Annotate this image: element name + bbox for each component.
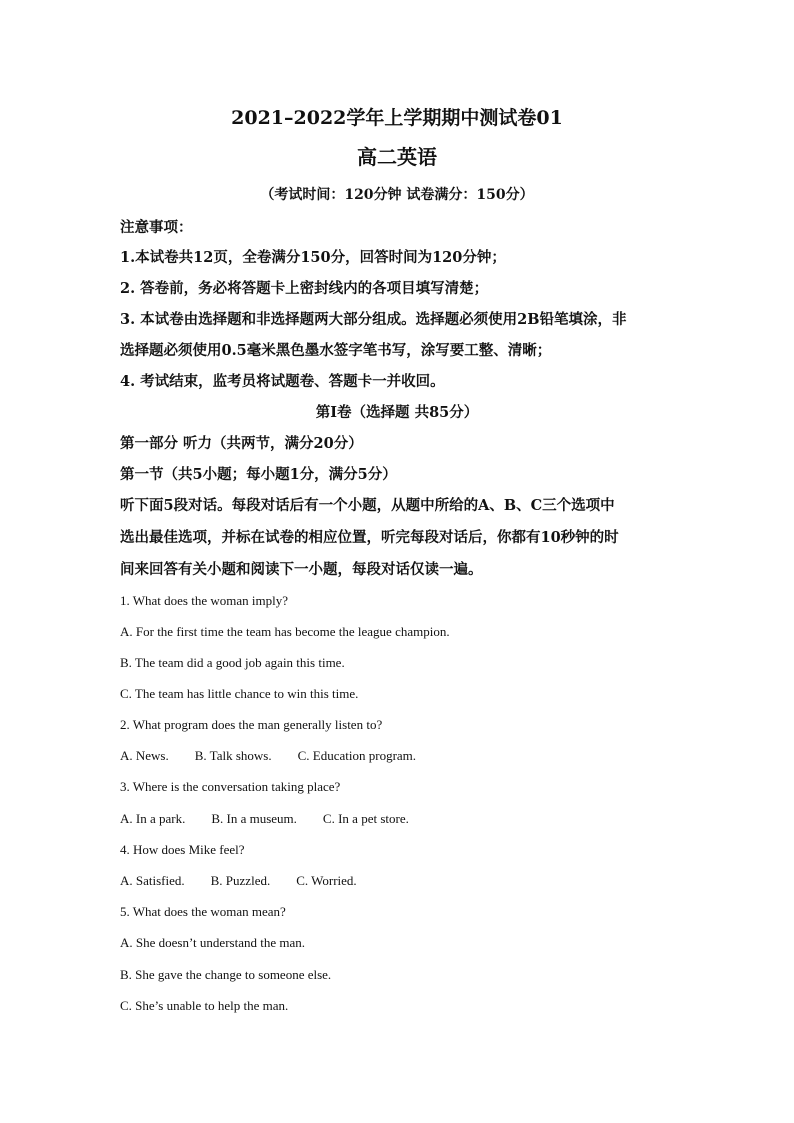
- notice-heading: 注意事项：: [120, 219, 193, 236]
- notice-item-3: 3. 本试卷由选择题和非选择题两大部分组成。选择题必须使用2B铅笔填涂，非: [120, 311, 627, 328]
- question-3-option-c: C. In a pet store.: [322, 811, 409, 826]
- question-3-option-b: B. In a museum.: [211, 811, 297, 826]
- volume1-title: 第I卷（选择题 共85分）: [315, 404, 479, 421]
- question-5-option-a: A. She doesn’t understand the man.: [120, 935, 305, 950]
- part1-heading: 第一部分 听力（共两节，满分20分）: [120, 435, 363, 452]
- question-2-option-c: C. Education program.: [297, 748, 417, 763]
- section1-heading: 第一节（共5小题；每小题1分，满分5分）: [120, 466, 397, 483]
- question-1-option-a: A. For the first time the team has become the league champion.: [120, 624, 450, 639]
- question-4-stem: 4. How does Mike feel?: [120, 842, 245, 857]
- notice-item-4: 4. 考试结束，监考员将试题卷、答题卡一并收回。: [120, 373, 445, 390]
- question-3-stem: 3. Where is the conversation taking place?: [120, 779, 341, 794]
- question-2-stem: 2. What program does the man generally listen to?: [120, 717, 383, 732]
- exam-title: 2021–2022学年上学期期中测试卷01: [231, 107, 563, 129]
- question-5-option-b: B. She gave the change to someone else.: [120, 967, 332, 982]
- exam-subject: 高二英语: [357, 145, 437, 169]
- question-3-option-a: A. In a park.: [120, 811, 186, 826]
- question-4-options: [120, 872, 680, 890]
- question-2-options: [120, 747, 680, 765]
- question-5-stem: 5. What does the woman mean?: [120, 904, 286, 919]
- notice-item-3-cont: 选择题必须使用0.5毫米黑色墨水签字笔书写，涂写要工整、清晰；: [120, 342, 552, 359]
- exam-info: （考试时间：120分钟 试卷满分：150分）: [260, 187, 534, 203]
- question-4-option-c: C. Worried.: [296, 873, 357, 888]
- question-2-option-a: A. News.: [120, 748, 169, 763]
- notice-item-2: 2. 答卷前，务必将答题卡上密封线内的各项目填写清楚；: [120, 280, 489, 297]
- question-1-stem: 1. What does the woman imply?: [120, 593, 289, 608]
- question-4-option-b: B. Puzzled.: [210, 873, 271, 888]
- question-5-option-c: C. She’s unable to help the man.: [120, 998, 289, 1013]
- instructions-line-2: 选出最佳选项，并标在试卷的相应位置，听完每段对话后，你都有10秒钟的时: [120, 529, 619, 546]
- question-3-options: [120, 810, 680, 828]
- question-2-option-b: B. Talk shows.: [194, 748, 272, 763]
- question-4-option-a: A. Satisfied.: [120, 873, 185, 888]
- question-1-option-c: C. The team has little chance to win this time.: [120, 686, 359, 701]
- instructions-line-3: 间来回答有关小题和阅读下一小题，每段对话仅读一遍。: [120, 561, 483, 578]
- notice-item-1: 1.本试卷共12页，全卷满分150分，回答时间为120分钟；: [120, 249, 506, 266]
- instructions-line-1: 听下面5段对话。每段对话后有一个小题，从题中所给的A、B、C三个选项中: [120, 497, 615, 514]
- question-1-option-b: B. The team did a good job again this time.: [120, 655, 345, 670]
